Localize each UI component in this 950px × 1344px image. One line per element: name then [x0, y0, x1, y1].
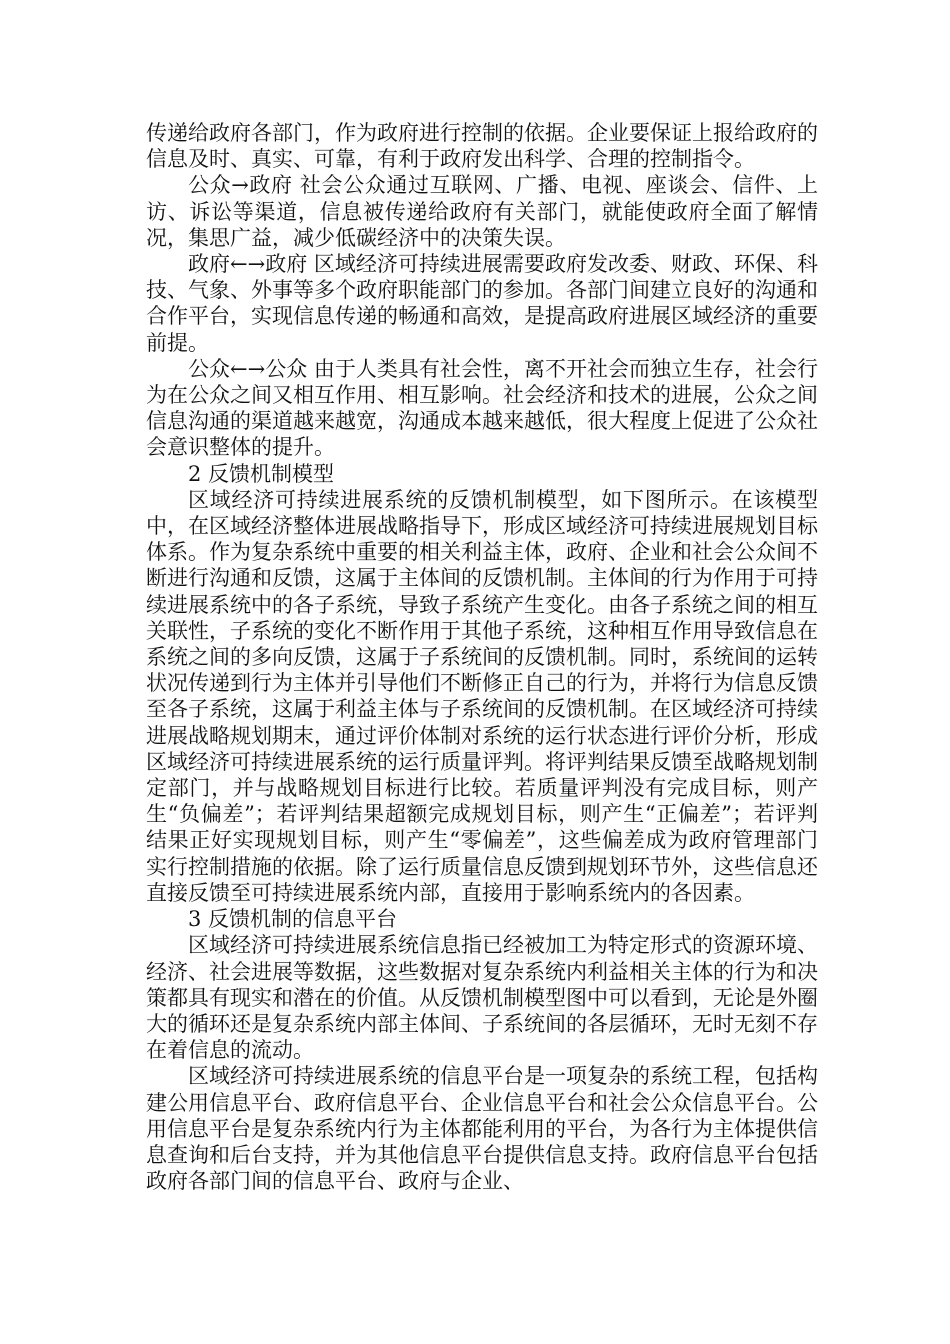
paragraph: 区域经济可持续进展系统的反馈机制模型，如下图所示。在该模型中，在区域经济整体进展战略指导下，形成区域经济可持续进展规划目标体系。作为复杂系统中重要的相关利益主体，政府、企业和社会公众间不断进行沟通和反馈，这属于主体间的反馈机制。主体间的行为作用于可持续进展系统中的各子系统，导致子系统产生变化。由各子系统之间的相互关联性，子系统的变化不断作用于其他子系统，这种相互作用导致信息在系统之间的多向反馈，这属于子系统间的反馈机制。同时，系统间的运转状况传递到行为主体并引导他们不断修正自己的行为，并将行为信息反馈至各子系统，这属于利益主体与子系统间的反馈机制。在区域经济可持续进展战略规划期末，通过评价体制对系统的运行状态进行评价分析，形成区域经济可持续进展系统的运行质量评判。将评判结果反馈至战略规划制定部门，并与战略规划目标进行比较。若质量评判没有完成目标，则产生“负偏差”；若评判结果超额完成规划目标，则产生“正偏差”；若评判结果正好实现规划目标，则产生“零偏差”，这些偏差成为政府管理部门实行控制措施的依据。除了运行质量信息反馈到规划环节外，这些信息还直接反馈至可持续进展系统内部，直接用于影响系统内的各因素。 — [146, 487, 818, 905]
paragraph: 区域经济可持续进展系统的信息平台是一项复杂的系统工程，包括构建公用信息平台、政府信息平台、企业信息平台和社会公众信息平台。公用信息平台是复杂系统内行为主体都能利用的平台，为各行为主体提供信息查询和后台支持，并为其他信息平台提供信息支持。政府信息平台包括政府各部门间的信息平台、政府与企业、 — [146, 1064, 818, 1194]
paragraph: 传递给政府各部门，作为政府进行控制的依据。企业要保证上报给政府的信息及时、真实、可靠，有利于政府发出科学、合理的控制指令。 — [146, 121, 818, 172]
paragraph: 公众←→公众 由于人类具有社会性，离不开社会而独立生存，社会行为在公众之间又相互作用、相互影响。社会经济和技术的进展，公众之间信息沟通的渠道越来越宽，沟通成本越来越低，很大程度上促进了公众社会意识整体的提升。 — [146, 356, 818, 460]
document-body — [146, 120, 818, 1194]
section-heading: 3 反馈机制的信息平台 — [188, 907, 398, 932]
paragraph: 区域经济可持续进展系统信息指已经被加工为特定形式的资源环境、经济、社会进展等数据，这些数据对复杂系统内利益相关主体的行为和决策都具有现实和潜在的价值。从反馈机制模型图中可以看到，无论是外圈大的循环还是复杂系统内部主体间、子系统间的各层循环，无时无刻不存在着信息的流动。 — [146, 933, 818, 1063]
section-heading: 2 反馈机制模型 — [188, 461, 335, 486]
paragraph: 政府←→政府 区域经济可持续进展需要政府发改委、财政、环保、科技、气象、外事等多个政府职能部门的参加。各部门间建立良好的沟通和合作平台，实现信息传递的畅通和高效，是提高政府进展区域经济的重要前提。 — [146, 252, 818, 355]
paragraph: 公众→政府 社会公众通过互联网、广播、电视、座谈会、信件、上访、诉讼等渠道，信息被传递给政府有关部门，就能使政府全面了解情况，集思广益，减少低碳经济中的决策失误。 — [146, 173, 818, 250]
